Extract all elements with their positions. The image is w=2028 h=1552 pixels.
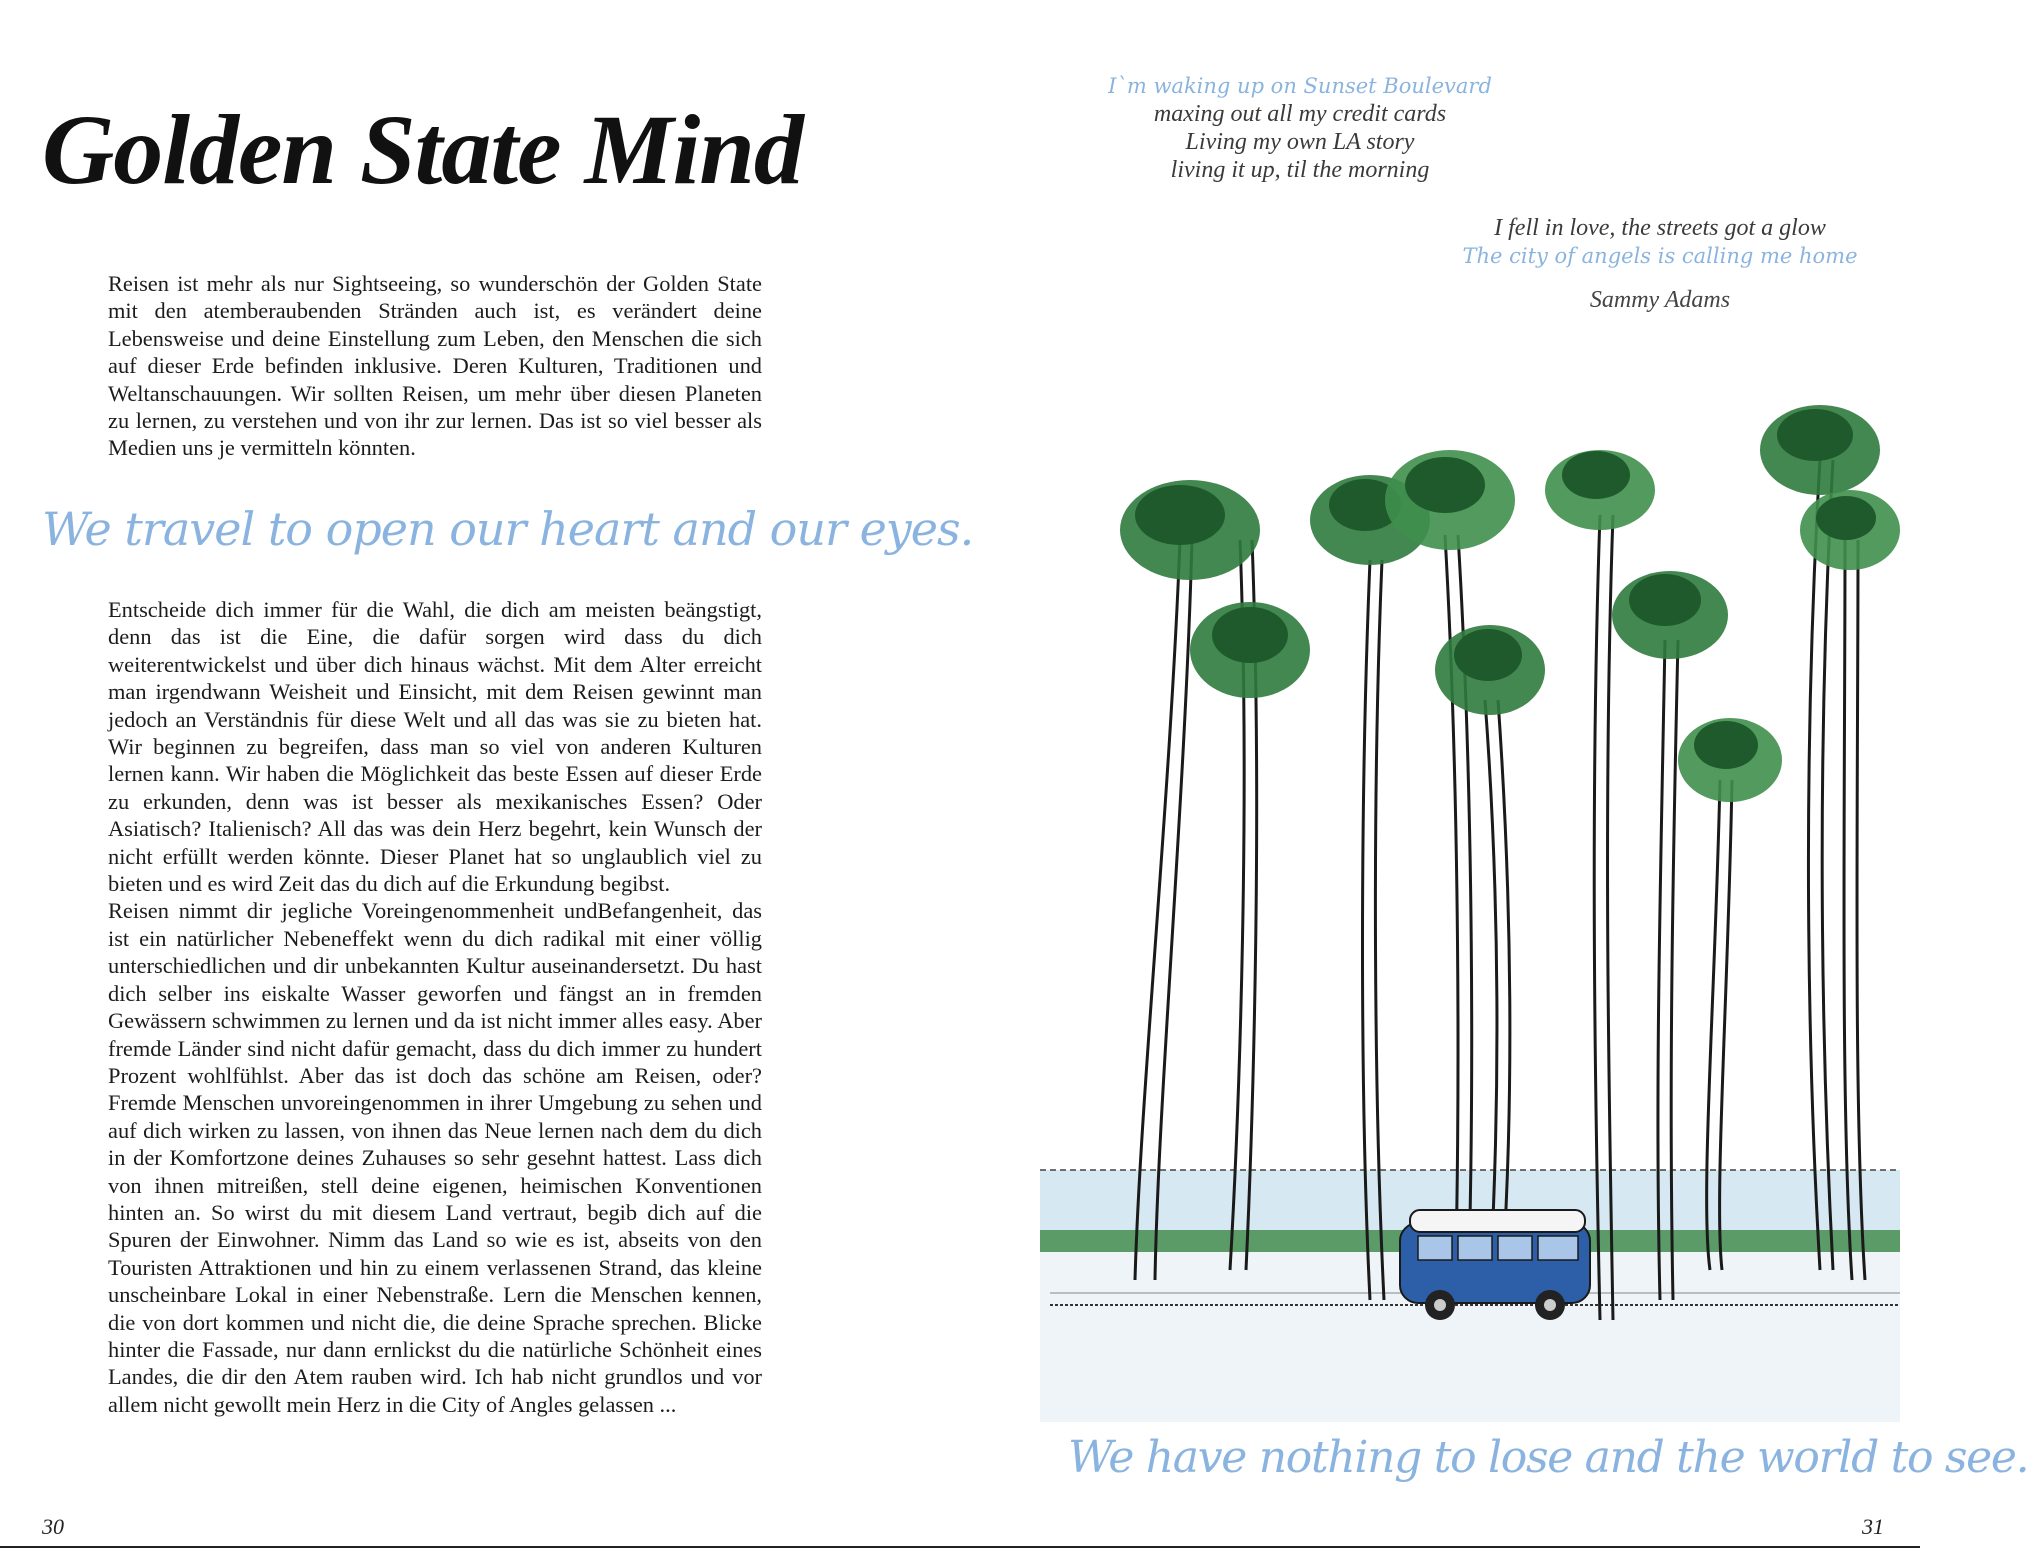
- palm-crowns: [1120, 405, 1900, 802]
- pull-quote-right: We have nothing to lose and the world to see.: [1068, 1432, 2028, 1483]
- right-page: [960, 0, 2028, 1552]
- van: [1400, 1210, 1590, 1320]
- lyric-line: living it up, til the morning: [1170, 157, 1430, 183]
- page-title: Golden State Mind: [42, 94, 803, 205]
- left-page: [0, 0, 974, 1552]
- lyric-line: The city of angels is calling me home: [1462, 244, 1858, 268]
- page-number-right: 31: [1862, 1514, 1884, 1539]
- body-paragraph-2: Reisen nimmt dir jegliche Voreingenommenheit undBefangenheit, das ist ein natürlicher Nebeneffekt wenn du dich radikal mit einer völlig unterschiedlichen und dir unbekannten Kultur auseinandersetzt. Du hast dich selber ins eiskalte Wasser geworfen und fängst an in fremden Gewässern schwimmen zu lernen und da ist nicht immer alles easy. Aber fremde Länder sind nicht dafür gemacht, dass du dich immer zu hundert Prozent wohlfühlst. Aber das ist doch das schöne am Reisen, oder? Fremde Menschen unvoreingenommen in ihrer Umgebung zu sehen und auf dich wirken zu lassen, von ihnen das Neue lernen nach dem du dich in der Komfortzone deines Zuhauses so sehr gesehnt hattest. Lass dich von ihnen mitreißen, stell deine eigenen, heimischen Konventionen hinten an. So wirst du mit diesem Land vertraut, begib dich auf die Spuren der Einwohner. Nimm das Land so wie es ist, abseits von den Touristen Attraktionen und hin zu einem verlassenen Strand, das kleine unscheinbare Lokal in einer Nebenstraße. Lern die Menschen kennen, die von dort kommen und nicht die, die deine Sprache sprechen. Blicke hinter die Fassade, nur dann ernlickst du die natürliche Schönheit eines Landes, die dir den Atem rauben wird. Ich hab nicht grundlos und vor allem nicht gewollt mein Herz in die City of Angles gelassen ...: [108, 898, 762, 1417]
- body-paragraph-1: Entscheide dich immer für die Wahl, die dich am meisten beängstigt, denn das ist die Eine, die dafür sorgen wird dass du dich weiterentwickelst und über dich hinaus wächst. Mit dem Alter erreicht man irgendwann Weisheit und Einsicht, mit dem Reisen gewinnt man jedoch an Verständnis für diese Welt und all das was sie zu bieten hat. Wir beginnen zu begreifen, dass man so viel von anderen Kulturen lernen kann. Wir haben die Möglichkeit das beste Essen auf dieser Erde zu erkunden, denn was ist besser als mexikanisches Essen? Oder Asiatisch? Italienisch? All das was dein Herz begehrt, kein Wunsch der nicht erfüllt werden könnte. Dieser Planet hat so unglaublich viel zu bieten und es wird Zeit das du dich auf die Erkundung begibst.: [108, 597, 762, 897]
- lyrics-block-2: [1460, 214, 1860, 314]
- lyrics-block-1: [1060, 72, 1540, 184]
- lyric-line: Living my own LA story: [1185, 129, 1415, 155]
- main-text: [108, 596, 762, 1418]
- lyric-line: maxing out all my credit cards: [1153, 101, 1447, 127]
- lyrics-author: Sammy Adams: [1589, 287, 1731, 313]
- pull-quote-left: We travel to open our heart and our eyes.: [42, 502, 974, 556]
- lyric-line: I`m waking up on Sunset Boulevard: [1108, 74, 1492, 98]
- intro-paragraph: Reisen ist mehr als nur Sightseeing, so wunderschön der Golden State mit den atemberaubenden Stränden auch ist, es verändert deine Lebensweise und deine Einstellung zum Leben, den Menschen die sich auf dieser Erde befinden inklusive. Deren Kulturen, Traditionen und Weltanschauungen. Wir sollten Reisen, um mehr über diesen Planeten zu lernen, zu verstehen und von ihr zur lernen. Das ist so viel besser als Medien uns je vermitteln könnten.: [108, 271, 762, 461]
- lyric-line: I fell in love, the streets got a glow: [1494, 215, 1826, 241]
- page-number-left: 30: [42, 1514, 64, 1539]
- palm-trees-van-illustration: [1040, 400, 1900, 1420]
- bottom-rule: [0, 1546, 1920, 1548]
